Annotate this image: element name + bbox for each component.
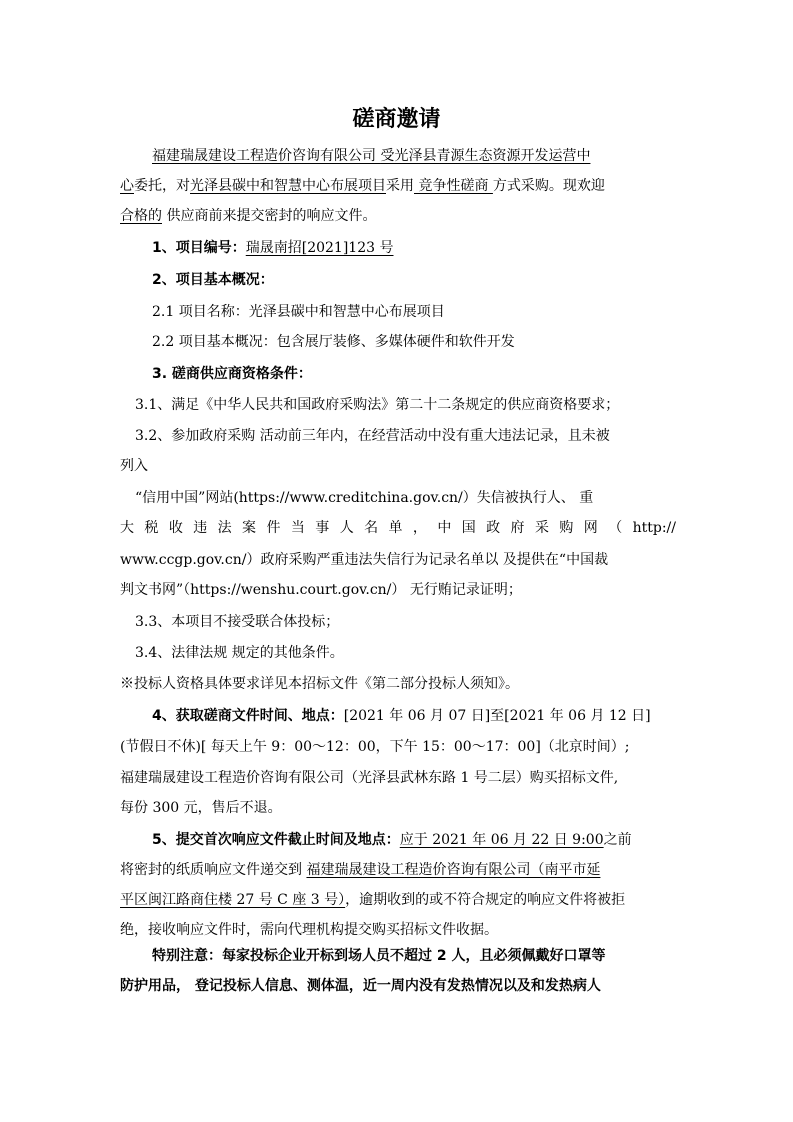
section-3-2-line5: www.ccgp.gov.cn/）政府采购严重违法失信行为记录名单以 及提供在“中国裁 bbox=[120, 552, 609, 568]
section-3-1: 3.1、满足《中华人民共和国政府采购法》第二十二条规定的供应商资格要求； bbox=[135, 397, 620, 413]
section-2-1: 2.1 项目名称：光泽县碳中和智慧中心布展项目 bbox=[152, 304, 445, 320]
section-3-4: 3.4、法律法规 规定的其他条件。 bbox=[135, 645, 344, 661]
section-5-text: ，逾期收到的或不符合规定的响应文件将被拒 bbox=[345, 892, 626, 908]
project-number: 瑞晟南招[2021]123 号 bbox=[245, 240, 394, 256]
section-5-label: 5、提交首次响应文件截止时间及地点： bbox=[152, 832, 400, 848]
section-4-line-3: 福建瑞晟建设工程造价咨询有限公司（光泽县武林东路 1 号二层）购买招标文件, bbox=[120, 770, 619, 786]
purchaser-name-part1: 受光泽县青源生态资源开发运营中 bbox=[380, 148, 591, 164]
intro-text: 委托，对 bbox=[134, 178, 190, 194]
section-5-text: 之前 bbox=[603, 832, 632, 848]
section-4-line-1 bbox=[152, 706, 676, 726]
intro-text: 采用 bbox=[386, 178, 414, 194]
purchaser-name-part2: 心 bbox=[120, 178, 134, 194]
section-3-2-cont: 列入 bbox=[120, 458, 148, 474]
section-3-2-line4: 大税收违法案件当事人名单，中国政府采购网（http:// bbox=[120, 520, 676, 536]
section-5-text: 将密封的纸质响应文件递交到 bbox=[120, 862, 307, 878]
page-title: 磋商邀请 bbox=[352, 107, 441, 132]
procurement-method: 竞争性磋商 bbox=[414, 178, 493, 194]
intro-line-3 bbox=[120, 206, 676, 226]
section-3-label: 3. 磋商供应商资格条件： bbox=[152, 366, 312, 382]
submission-place-part2: 平区闽江路商住楼 27 号 C 座 3 号） bbox=[120, 892, 346, 908]
intro-text: 供应商前来提交密封的响应文件。 bbox=[162, 208, 377, 224]
agency-name: 福建瑞晟建设工程造价咨询有限公司 bbox=[152, 148, 381, 164]
qualified-text: 合格的 bbox=[120, 208, 162, 224]
section-3-2: 3.2、参加政府采购 活动前三年内，在经营活动中没有重大违法记录，且未被 bbox=[135, 428, 610, 444]
section-5-line-1 bbox=[152, 830, 676, 850]
section-1 bbox=[152, 238, 708, 258]
section-3-2-line6: 判文书网”（https://wenshu.court.gov.cn/） 无行贿记录证明； bbox=[120, 582, 522, 598]
section-2-label: 2、项目基本概况： bbox=[152, 272, 274, 288]
intro-line-1 bbox=[152, 146, 676, 166]
deadline-time: 应于 2021 年 06 月 22 日 9:00 bbox=[399, 832, 604, 848]
section-5-line-2 bbox=[120, 860, 676, 880]
section-4-dates: [2021 年 06 月 07 日]至[2021 年 06 月 12 日] bbox=[343, 708, 651, 724]
section-4-line-2: (节假日不休)[ 每天上午 9：00～12：00，下午 15：00～17：00]（北京时间）; bbox=[120, 739, 630, 755]
special-notice-line-2: 防护用品， 登记投标人信息、测体温，近一周内没有发热情况以及和发热病人 bbox=[120, 978, 601, 994]
project-name: 光泽县碳中和智慧中心布展项目 bbox=[190, 178, 386, 194]
qualification-note: ※投标人资格具体要求详见本招标文件《第二部分投标人须知》。 bbox=[120, 676, 519, 692]
section-1-label: 1、项目编号： bbox=[152, 240, 246, 256]
intro-text: 方式采购。现欢迎 bbox=[492, 178, 605, 194]
submission-place-part1: 福建瑞晟建设工程造价咨询有限公司（南平市延 bbox=[306, 862, 601, 878]
section-5-line-3 bbox=[120, 890, 676, 910]
section-5-line-4: 绝，接收响应文件时，需向代理机构提交购买招标文件收据。 bbox=[120, 922, 498, 938]
section-3-2-line3: “信用中国”网站(https://www.creditchina.gov.cn/）失信被执行人、 重 bbox=[135, 490, 594, 506]
intro-line-2 bbox=[120, 176, 676, 196]
section-3-3: 3.3、本项目不接受联合体投标； bbox=[135, 614, 340, 630]
section-2-2: 2.2 项目基本概况：包含展厅装修、多媒体硬件和软件开发 bbox=[152, 334, 515, 350]
special-notice-line-1: 特别注意：每家投标企业开标到场人员不超过 2 人，且必须佩戴好口罩等 bbox=[152, 948, 606, 964]
section-4-line-4: 每份 300 元，售后不退。 bbox=[120, 800, 282, 816]
section-4-label: 4、获取磋商文件时间、地点： bbox=[152, 708, 344, 724]
